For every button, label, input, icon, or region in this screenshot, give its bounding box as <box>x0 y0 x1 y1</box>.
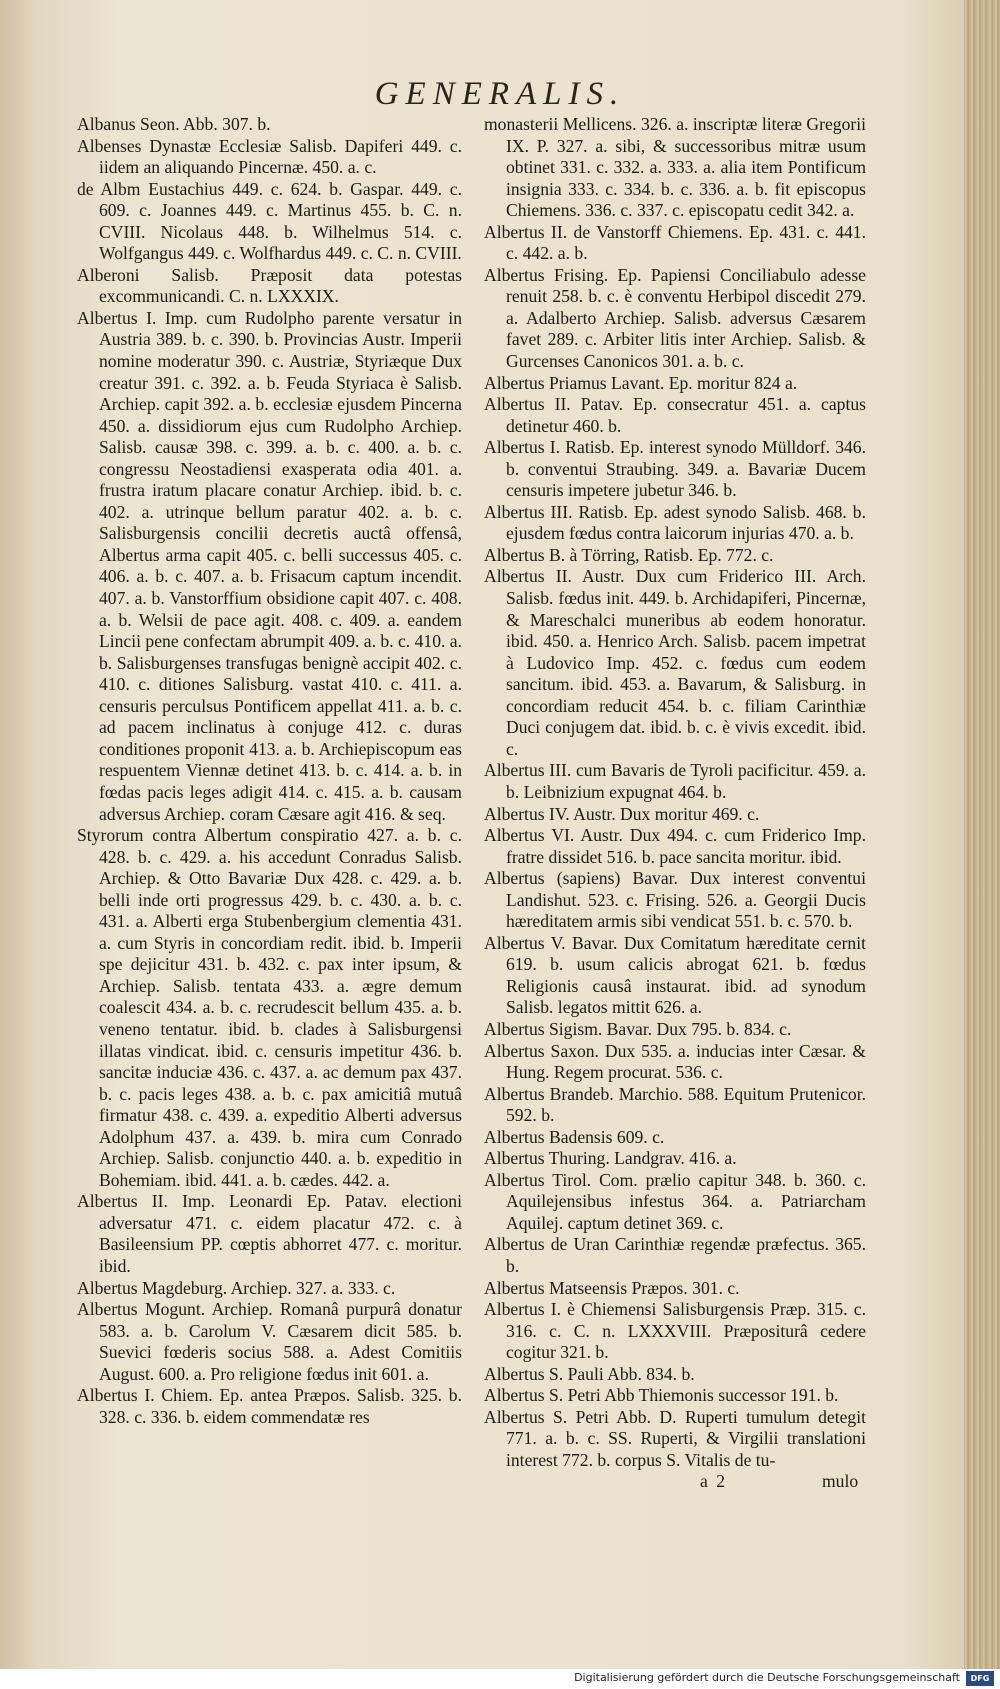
dfg-logo-icon: DFG <box>966 1671 994 1686</box>
left-column <box>77 114 462 1428</box>
index-entry: Albertus S. Pauli Abb. 834. b. <box>484 1363 695 1384</box>
page-edge <box>964 0 1000 1689</box>
index-entry: Albertus IV. Austr. Dux moritur 469. c. <box>484 803 760 824</box>
index-entry: Albenses Dynastæ Ecclesiæ Salisb. Dapiferi 449. c. iidem an aliquando Pincernæ. 450. a. c. <box>77 135 462 178</box>
index-entry: Albertus S. Petri Abb. D. Ruperti tumulum detegit 771. a. b. c. SS. Ruperti, & Virgilii translationi interest 772. b. corpus S. Vitalis de tu- <box>484 1406 866 1470</box>
index-entry: Albertus III. Ratisb. Ep. adest synodo Salisb. 468. b. ejusdem fœdus contra laicorum injurias 470. a. b. <box>484 501 866 544</box>
footer-bar <box>0 1669 1000 1689</box>
index-entry: Albertus II. Imp. Leonardi Ep. Patav. electioni adversatur 471. c. eidem placatur 472. c. à Basileensium PP. cœptis abhorret 477. c. moritur. ibid. <box>77 1191 462 1276</box>
index-entry: de Albm Eustachius 449. c. 624. b. Gaspar. 449. c. 609. c. Joannes 449. c. Martinus 455. b. C. n. CVIII. Nicolaus 448. b. Wilhelmus 514. c. Wolfgangus 449. c. Wolfhardus 449. c. C. n. CVIII. <box>77 178 462 264</box>
index-entry: Albertus I. Chiem. Ep. antea Præpos. Salisb. 325. b. 328. c. 336. b. eidem commendatæ res <box>77 1385 462 1427</box>
index-entry: Albertus Saxon. Dux 535. a. inducias inter Cæsar. & Hung. Regem procurat. 536. c. <box>484 1040 866 1083</box>
index-entry: Albertus I. Imp. cum Rudolpho parente versatur in Austria 389. b. c. 390. b. Provincias Austr. Imperii nomine moderatur 390. c. Austriæ, Styriæque Dux creatur 391. c. 392. a. b. Feuda Styriaca è Salisb. Archiep. capit 392. a. b. ecclesiæ ejusdem Pincerna 450. a. dissidiorum ejus cum Rudolpho Archiep. Salisb. causæ 398. c. 399. a. b. c. 400. a. b. c. congressu Neostadiensi exasperata odia 401. a. frustra iratum placare conatur Archiep. ibid. b. c. 402. a. utrinque bellum paratur 402. a. b. c. Salisburgensis concilii decretis auctâ offensâ, Albertus arma capit 405. c. belli successus 405. c. 406. a. b. c. 407. a. b. Frisacum captum incendit. 407. a. b. Vanstorffium obsidione capit 407. c. 408. a. b. Welsii de pace agit. 408. c. 409. a. eandem Lincii pene confectam abrumpit 409. a. b. c. 410. a. b. Salisburgenses transfugas benignè accipit 402. c. 410. c. ditiones Salisburg. vastat 410. c. 411. a. censuris perculsus Pontificem appellat 411. a. b. c. ad pacem inclinatus à conjuge 412. c. duras conditiones proponit 413. a. b. Archiepiscopum eas respuentem Viennæ detinet 413. b. c. 414. a. b. in fœdas pacis leges adigit 414. c. 415. a. b. causam adversus Archiep. coram Cæsare agit 416. & seq. <box>77 307 462 824</box>
index-entry: Albertus de Uran Carinthiæ regendæ præfectus. 365. b. <box>484 1234 866 1276</box>
index-entry: Albertus Matseensis Præpos. 301. c. <box>484 1277 740 1298</box>
index-entry: Albertus III. cum Bavaris de Tyroli pacificitur. 459. a. b. Leibnizium expugnat 464. b. <box>484 760 866 802</box>
index-entry: Albertus Priamus Lavant. Ep. moritur 824 a. <box>484 372 798 393</box>
index-entry: Albertus Badensis 609. c. <box>484 1126 665 1147</box>
page-header: GENERALIS. <box>374 76 626 112</box>
index-entry: Albertus II. Austr. Dux cum Friderico III. Arch. Salisb. fœdus init. 449. b. Archidapiferi, Pincernæ, & Mareschalci muneribus ab eodem honoratur. ibid. 450. a. Henrico Arch. Salisb. pacem impetrat à Ludovico Imp. 452. c. fœdus cum eodem sancitum. ibid. 453. a. Bavarum, & Salisburg. in concordiam reducit 454. b. c. filiam Carinthiæ Duci conjugem dat. ibid. b. c. è vivis excedit. ibid. c. <box>484 566 866 759</box>
index-entry: Styrorum contra Albertum conspiratio 427. a. b. c. 428. b. c. 429. a. his accedunt Conradus Salisb. Archiep. & Otto Bavariæ Dux 428. c. 429. a. b. belli inde orti progressus 429. b. c. 430. a. b. c. 431. a. Alberti erga Stubenbergium clementia 431. a. cum Styris in concordiam redit. ibid. b. Imperii spe dejicitur 431. b. 432. c. pax inter ipsum, & Archiep. Salisb. tentata 433. a. ægre demum coalescit 434. a. b. c. recrudescit bellum 435. a. b. veneno tentatur. ibid. b. clades à Salisburgensi illatas vindicat. ibid. c. censuris impetitur 436. b. sancitæ induciæ 436. c. 437. a. ac demum pax 437. b. c. pacis leges 438. a. b. c. pax amicitiâ mutuâ firmatur 438. c. 439. a. expeditio Alberti adversus Adolphum 437. a. 439. b. mira cum Conrado Archiep. Salisb. conjunctio 440. a. b. expeditio in Bohemiam. ibid. 441. a. b. cædes. 442. a. <box>77 825 462 1190</box>
index-entry: Albertus II. Patav. Ep. consecratur 451. a. captus detinetur 460. b. <box>484 394 866 436</box>
index-entry: Albertus Frising. Ep. Papiensi Conciliabulo adesse renuit 258. b. c. è conventu Herbipol discedit 279. a. Adalberto Archiep. Salisb. adversus Cæsarem favet 289. c. Arbiter litis inter Archiep. Salisb. & Gurcenses Canonicos 301. a. b. c. <box>484 264 866 372</box>
index-entry: Albertus Magdeburg. Archiep. 327. a. 333. c. <box>77 1277 396 1298</box>
index-entry: monasterii Mellicens. 326. a. inscriptæ literæ Gregorii IX. P. 327. a. sibi, & successoribus mitræ usum obtinet 331. c. 332. a. 333. a. alia item Pontificum insignia 333. c. 334. b. c. 336. a. b. fit episcopus Chiemens. 336. c. 337. c. episcopatu cedit 342. a. <box>484 114 866 221</box>
index-entry: Albertus II. de Vanstorff Chiemens. Ep. 431. c. 441. c. 442. a. b. <box>484 221 866 264</box>
index-entry: Albertus Sigism. Bavar. Dux 795. b. 834. c. <box>484 1018 792 1039</box>
index-entry: Albertus V. Bavar. Dux Comitatum hæreditate cernit 619. b. usum calicis abrogat 621. b. fœdus Religionis causâ instaurat. ibid. ad synodum Salisb. legatos mittit 626. a. <box>484 932 866 1018</box>
index-entry: Albertus Thuring. Landgrav. 416. a. <box>484 1148 737 1169</box>
signature-mark: a 2 <box>700 1471 728 1491</box>
index-entry: Albertus I. Ratisb. Ep. interest synodo Mülldorf. 346. b. conventui Straubing. 349. a. Bavariæ Ducem censuris impetere jubetur 346. b. <box>484 437 866 501</box>
index-entry: Albertus S. Petri Abb Thiemonis successor 191. b. <box>484 1385 839 1406</box>
index-entry: Albertus Mogunt. Archiep. Romanâ purpurâ donatur 583. a. b. Carolum V. Cæsarem dicit 585. b. Suevici fœderis socius 588. a. Adest Comitiis August. 600. a. Pro religione fœdus init 601. a. <box>77 1299 462 1384</box>
index-entry: Albertus Brandeb. Marchio. 588. Equitum Prutenicor. 592. b. <box>484 1083 866 1126</box>
footer-credit: Digitalisierung gefördert durch die Deutsche Forschungsgemeinschaft <box>574 1671 960 1684</box>
index-entry: Alberoni Salisb. Præposit data potestas excommunicandi. C. n. LXXXIX. <box>77 264 462 307</box>
right-column <box>484 114 866 1471</box>
index-entry: Albertus VI. Austr. Dux 494. c. cum Friderico Imp. fratre dissidet 516. b. pace sancita moritur. ibid. <box>484 825 866 867</box>
index-entry: Albanus Seon. Abb. 307. b. <box>77 114 271 134</box>
index-entry: Albertus B. à Törring, Ratisb. Ep. 772. c. <box>484 544 774 565</box>
index-entry: Albertus Tirol. Com. prælio capitur 348. b. 360. c. Aquilejensibus infestus 364. a. Patriarcham Aquilej. captum detinet 369. c. <box>484 1169 866 1233</box>
index-entry: Albertus I. è Chiemensi Salisburgensis Præp. 315. c. 316. c. C. n. LXXXVIII. Præpositurâ cedere cogitur 321. b. <box>484 1299 866 1363</box>
catchword: mulo <box>822 1471 859 1491</box>
index-entry: Albertus (sapiens) Bavar. Dux interest conventui Landishut. 523. c. Frising. 526. a. Georgii Ducis hæreditatem armis sibi vendicat 551. b. c. 570. b. <box>484 868 866 932</box>
